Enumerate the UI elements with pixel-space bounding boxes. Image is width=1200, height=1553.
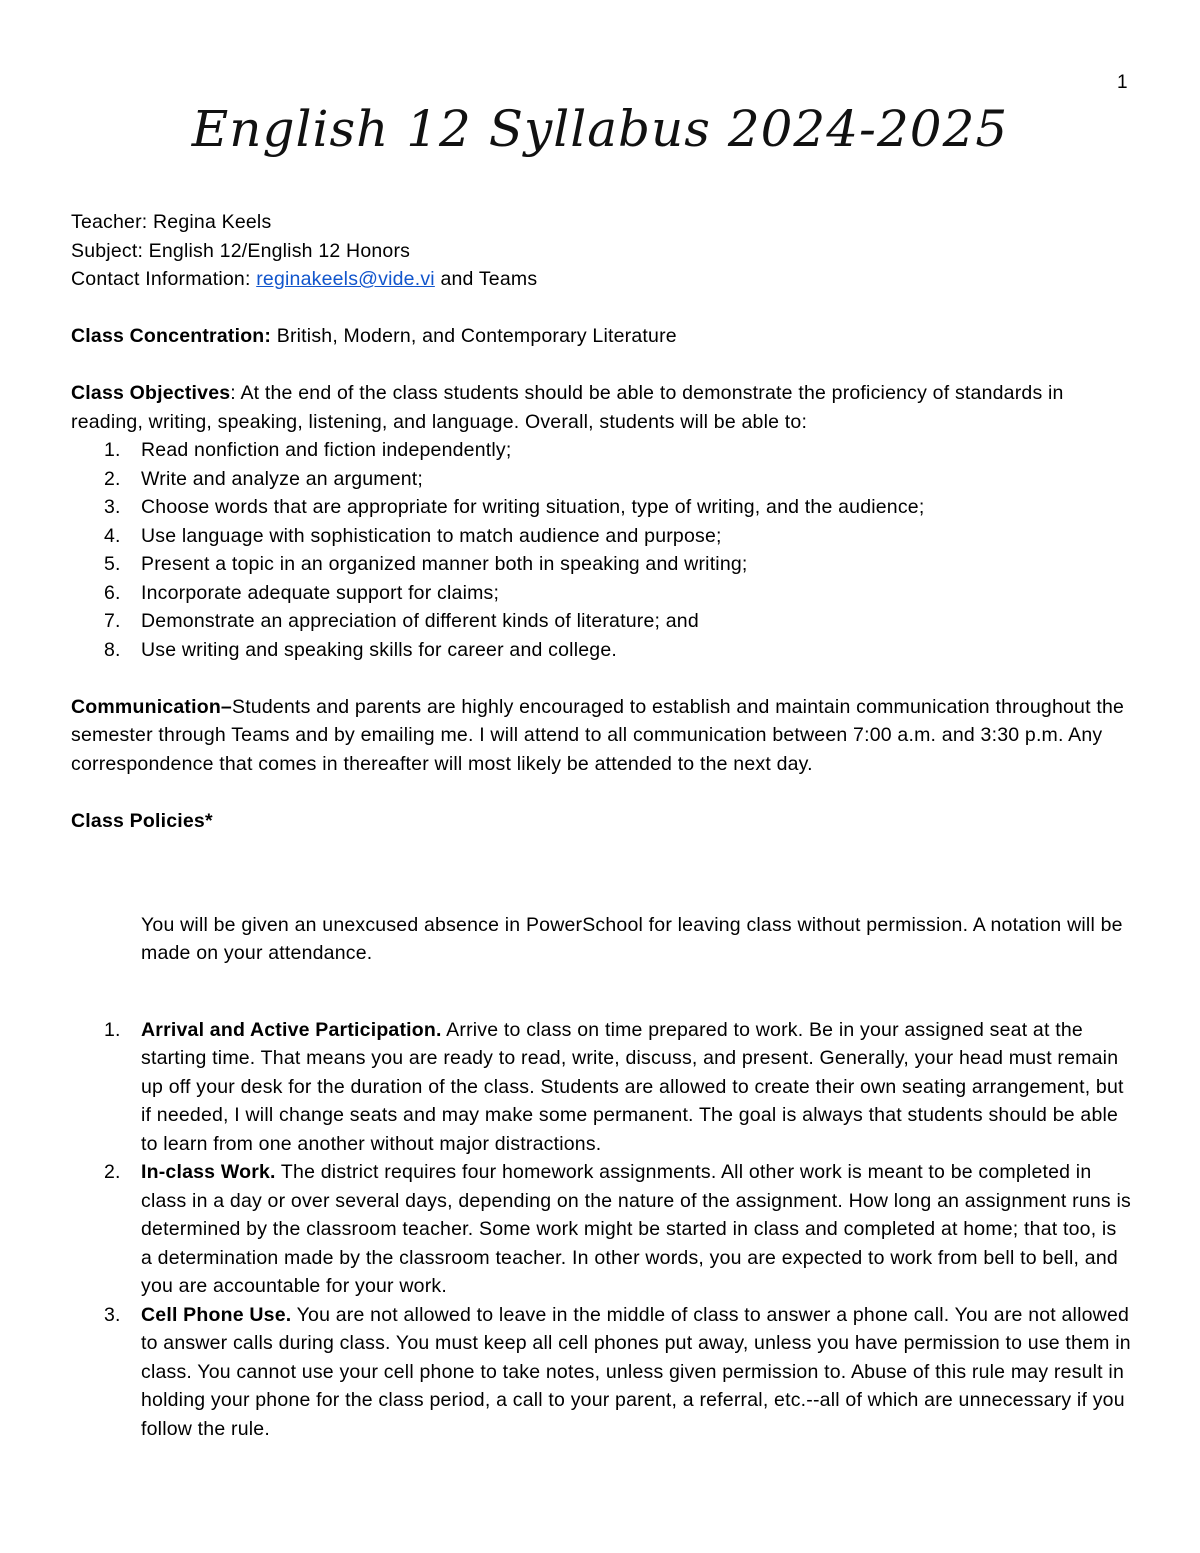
teacher-line: Teacher: Regina Keels: [71, 211, 272, 233]
page-number: 1: [1117, 72, 1128, 93]
policy-text: You are not allowed to leave in the middle of class to answer a phone call. You are not allowed to answer calls during class. You must keep all cell phones put away, unless you have permission to use them in class. You cannot use your cell phone to take notes, unless given permission to. Abuse of this rule may result in holding your phone for the class period, a call to your parent, a referral, etc.--all of which are unnecessary if you follow the rule.: [141, 1303, 1131, 1440]
list-item: 4. Use language with sophistication to match audience and purpose;: [104, 524, 722, 547]
policy-number: 2.: [104, 1161, 121, 1183]
policy-number: 1.: [104, 1018, 121, 1041]
policy-text: Arrive to class on time prepared to work. Be in your assigned seat at the starting time. That means you are ready to read, write, discuss, and present. Generally, your head must remain up off your desk for the duration of the class. Students are allowed to create their own seating arrangement, but if needed, I will change seats and may make some permanent. The goal is always that students should be able to learn from one another without major distractions.: [141, 1018, 1124, 1155]
objective-text: Write and analyze an argument;: [141, 467, 424, 490]
list-item: 1. Read nonfiction and fiction independently;: [104, 439, 512, 461]
list-item: 8. Use writing and speaking skills for career and college.: [104, 638, 617, 661]
page-title: English 12 Syllabus 2024-2025: [191, 100, 1009, 158]
objectives-text: : At the end of the class students should be able to demonstrate the proficiency of standards in reading, writing, speaking, listening, and language. Overall, students will be able to:: [71, 382, 1064, 433]
policy-title: In-class Work.: [141, 1161, 276, 1183]
contact-label: Contact Information:: [71, 268, 257, 290]
policy-item: [71, 1016, 1131, 1159]
policy-text: The district requires four homework assignments. All other work is meant to be completed in class in a day or over several days, depending on the nature of the assignment. How long an assignment runs is determined by the classroom teacher. Some work might be started in class and completed at home; that too, is a determination made by the classroom teacher. In other words, you are expected to work from bell to bell, and you are accountable for your work.: [141, 1161, 1131, 1297]
concentration-line: [71, 322, 1131, 351]
policy-title: Arrival and Active Participation.: [141, 1018, 442, 1041]
contact-line: [71, 265, 1131, 294]
list-item: 3. Choose words that are appropriate for writing situation, type of writing, and the audience;: [104, 496, 925, 518]
list-item: 5. Present a topic in an organized manner both in speaking and writing;: [104, 553, 748, 575]
policies-list: [71, 1016, 1131, 1444]
list-item: 2. Write and analyze an argument;: [104, 467, 424, 490]
policy-item: [71, 1301, 1131, 1444]
objective-text: Use language with sophistication to match audience and purpose;: [141, 524, 722, 547]
subject-line: Subject: English 12/English 12 Honors: [71, 239, 411, 262]
communication-label: Communication–: [71, 695, 232, 718]
objective-text: Choose words that are appropriate for writing situation, type of writing, and the audience;: [141, 496, 925, 518]
communication-paragraph: [71, 693, 1131, 779]
communication-text: Students and parents are highly encouraged to establish and maintain communication throughout the semester through Teams and by emailing me. I will attend to all communication between 7:00 a.m. and 3:30 p.m. Any correspondence that comes in thereafter will most likely be attended to the next day.: [71, 695, 1125, 775]
objective-text: Incorporate adequate support for claims;: [141, 581, 500, 604]
contact-email-link[interactable]: reginakeels@vide.vi: [256, 268, 435, 290]
list-item: 6. Incorporate adequate support for claims;: [104, 581, 500, 604]
syllabus-body: [71, 208, 1131, 1443]
concentration-label: Class Concentration:: [71, 325, 272, 347]
objective-text: Present a topic in an organized manner both in speaking and writing;: [141, 553, 748, 575]
objectives-list: [71, 436, 1131, 664]
contact-suffix: and Teams: [434, 268, 538, 290]
list-item: 7. Demonstrate an appreciation of different kinds of literature; and: [104, 610, 699, 632]
objectives-label: Class Objectives: [71, 382, 231, 404]
objectives-paragraph: [71, 379, 1131, 436]
concentration-text: British, Modern, and Contemporary Literature: [271, 325, 677, 347]
objective-text: Read nonfiction and fiction independently;: [141, 439, 512, 461]
objective-text: Demonstrate an appreciation of different kinds of literature; and: [141, 610, 699, 632]
policies-heading: Class Policies*: [71, 809, 213, 832]
policy-number: 3.: [104, 1303, 121, 1326]
absence-note: You will be given an unexcused absence in PowerSchool for leaving class without permission. A notation will be made on your attendance.: [141, 913, 1123, 964]
objective-text: Use writing and speaking skills for career and college.: [141, 638, 617, 661]
policy-title: Cell Phone Use.: [141, 1303, 292, 1326]
policy-item: [71, 1158, 1131, 1301]
